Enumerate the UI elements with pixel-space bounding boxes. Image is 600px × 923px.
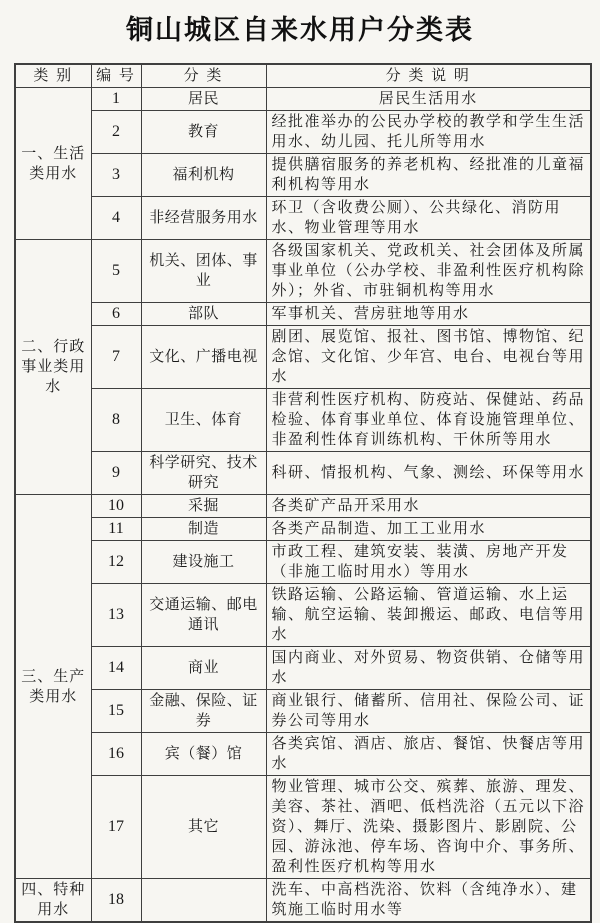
row-description: 各类宾馆、酒店、旅店、餐馆、快餐店等用水: [266, 733, 591, 776]
row-description: 物业管理、城市公交、殡葬、旅游、理发、美容、茶社、酒吧、低档洗浴（五元以下浴资）、舞厅、洗染、摄影图片、影剧院、公园、游泳池、停车场、咨询中介、事务所、盈利性医疗机构等用水: [266, 776, 591, 879]
row-class: 建设施工: [141, 541, 266, 584]
table-row: [15, 303, 591, 326]
row-number: 14: [91, 647, 141, 690]
table-row: [15, 647, 591, 690]
col-header-number: 编 号: [91, 64, 141, 88]
table-row: [15, 495, 591, 518]
table-row: [15, 541, 591, 584]
row-description: 国内商业、对外贸易、物资供销、仓储等用水: [266, 647, 591, 690]
row-class: 部队: [141, 303, 266, 326]
row-description: 科研、情报机构、气象、测绘、环保等用水: [266, 452, 591, 495]
row-number: 6: [91, 303, 141, 326]
row-description: 各类矿产品开采用水: [266, 495, 591, 518]
table-row: [15, 326, 591, 389]
row-class: 科学研究、技术研究: [141, 452, 266, 495]
row-class: 制造: [141, 518, 266, 541]
table-row: [15, 690, 591, 733]
row-description: 铁路运输、公路运输、管道运输、水上运输、航空运输、装卸搬运、邮政、电信等用水: [266, 584, 591, 647]
table-row: [15, 197, 591, 240]
row-description: 市政工程、建筑安装、装潢、房地产开发（非施工临时用水）等用水: [266, 541, 591, 584]
row-number: 4: [91, 197, 141, 240]
col-header-class: 分 类: [141, 64, 266, 88]
row-number: 7: [91, 326, 141, 389]
table-row: [15, 776, 591, 879]
row-number: 12: [91, 541, 141, 584]
table-row: [15, 88, 591, 111]
col-header-category: 类 别: [15, 64, 91, 88]
row-number: 15: [91, 690, 141, 733]
col-header-description: 分 类 说 明: [266, 64, 591, 88]
row-number: 3: [91, 154, 141, 197]
row-number: 2: [91, 111, 141, 154]
table-row: [15, 389, 591, 452]
category-cell-administrative: 二、行政事业类用水: [15, 240, 91, 495]
row-class: 其它: [141, 776, 266, 879]
row-number: 16: [91, 733, 141, 776]
row-number: 8: [91, 389, 141, 452]
row-class: 非经营服务用水: [141, 197, 266, 240]
table-row: [15, 879, 591, 923]
table-row: [15, 240, 591, 303]
table-row: [15, 733, 591, 776]
row-number: 11: [91, 518, 141, 541]
row-description: 商业银行、储蓄所、信用社、保险公司、证券公司等用水: [266, 690, 591, 733]
row-class: 教育: [141, 111, 266, 154]
row-class: [141, 879, 266, 923]
row-number: 5: [91, 240, 141, 303]
row-number: 13: [91, 584, 141, 647]
header-row: [15, 64, 591, 88]
table-row: [15, 518, 591, 541]
category-cell-domestic: 一、生活类用水: [15, 88, 91, 240]
table-row: [15, 584, 591, 647]
row-description: 军事机关、营房驻地等用水: [266, 303, 591, 326]
row-description: 环卫（含收费公厕）、公共绿化、消防用水、物业管理等用水: [266, 197, 591, 240]
row-class: 文化、广播电视: [141, 326, 266, 389]
row-number: 1: [91, 88, 141, 111]
row-description: 提供膳宿服务的养老机构、经批准的儿童福利机构等用水: [266, 154, 591, 197]
category-cell-special: 四、特种用水: [15, 879, 91, 923]
category-cell-production: 三、生产类用水: [15, 495, 91, 879]
row-class: 福利机构: [141, 154, 266, 197]
row-class: 卫生、体育: [141, 389, 266, 452]
row-description: 居民生活用水: [266, 88, 591, 111]
row-description: 经批准举办的公民办学校的教学和学生生活用水、幼儿园、托儿所等用水: [266, 111, 591, 154]
page-title: 铜山城区自来水用户分类表: [126, 15, 474, 45]
row-number: 18: [91, 879, 141, 923]
table-row: [15, 111, 591, 154]
row-description: 剧团、展览馆、报社、图书馆、博物馆、纪念馆、文化馆、少年宫、电台、电视台等用水: [266, 326, 591, 389]
row-description: 各级国家机关、党政机关、社会团体及所属事业单位（公办学校、非盈利性医疗机构除外）；外省、市驻铜机构等用水: [266, 240, 591, 303]
table-row: [15, 154, 591, 197]
row-class: 交通运输、邮电通讯: [141, 584, 266, 647]
water-user-classification-table: [14, 63, 592, 923]
row-description: 各类产品制造、加工工业用水: [266, 518, 591, 541]
row-class: 金融、保险、证券: [141, 690, 266, 733]
row-number: 17: [91, 776, 141, 879]
row-class: 机关、团体、事业: [141, 240, 266, 303]
row-class: 居民: [141, 88, 266, 111]
row-class: 采掘: [141, 495, 266, 518]
row-number: 9: [91, 452, 141, 495]
row-description: 洗车、中高档洗浴、饮料（含纯净水）、建筑施工临时用水等: [266, 879, 591, 923]
table-row: [15, 452, 591, 495]
row-number: 10: [91, 495, 141, 518]
row-class: 宾（餐）馆: [141, 733, 266, 776]
row-class: 商业: [141, 647, 266, 690]
row-description: 非营利性医疗机构、防疫站、保健站、药品检验、体育事业单位、体育设施管理单位、非盈利性体育训练机构、干休所等用水: [266, 389, 591, 452]
